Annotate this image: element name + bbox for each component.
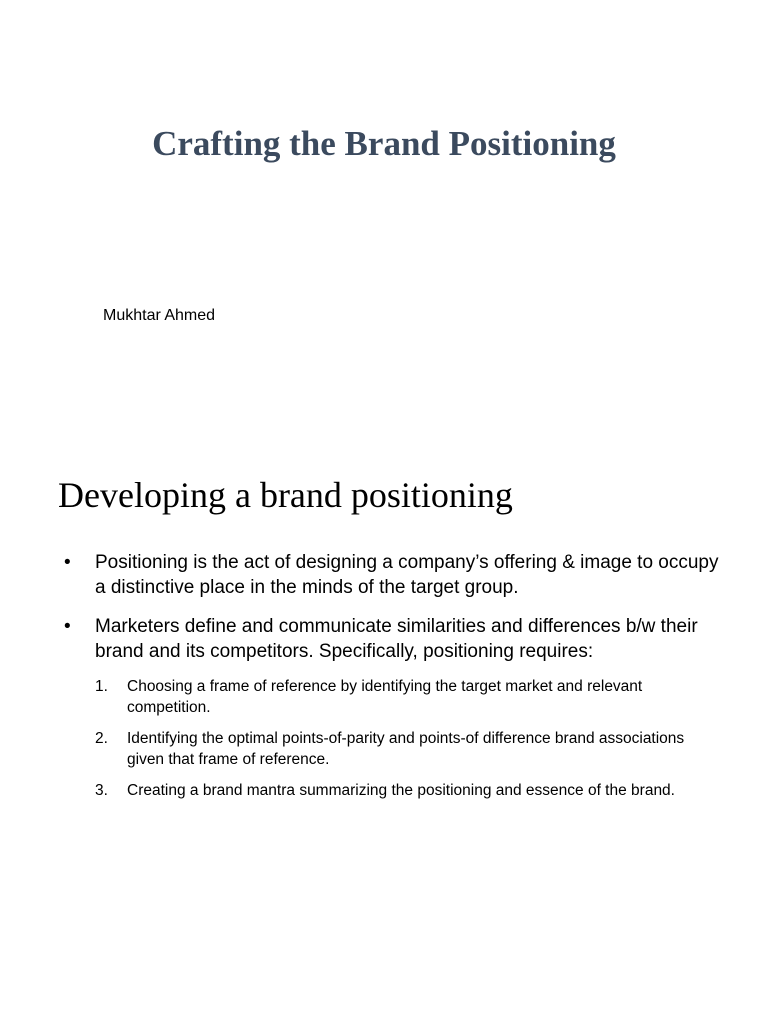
bullet-icon: • [64,552,71,573]
item-number: 2. [95,730,108,747]
numbered-item [0,728,768,770]
content-slide [0,440,768,1024]
item-text: Identifying the optimal points-of-parity and points-of difference brand associations given that frame of reference. [127,730,685,768]
numbered-list [0,676,768,811]
bullet-icon: • [64,616,71,637]
bullet-item [0,614,768,664]
item-number: 3. [95,782,108,799]
item-text: Creating a brand mantra summarizing the positioning and essence of the brand. [127,782,675,799]
item-number: 1. [95,678,108,695]
bullet-text: Positioning is the act of designing a company’s offering & image to occupy a distinctive place in the minds of the target group. [95,552,719,598]
slide-title: Developing a brand positioning [58,475,513,515]
presentation-title: Crafting the Brand Positioning [152,124,616,163]
bullet-list [0,550,768,678]
numbered-item [0,676,768,718]
bullet-text: Marketers define and communicate similarities and differences b/w their brand and its competitors. Specifically, positioning requires: [95,616,698,662]
bullet-item [0,550,768,600]
item-text: Choosing a frame of reference by identifying the target market and relevant competition. [127,678,643,716]
numbered-item [0,780,768,801]
author-name: Mukhtar Ahmed [103,307,216,324]
title-slide [0,0,768,440]
